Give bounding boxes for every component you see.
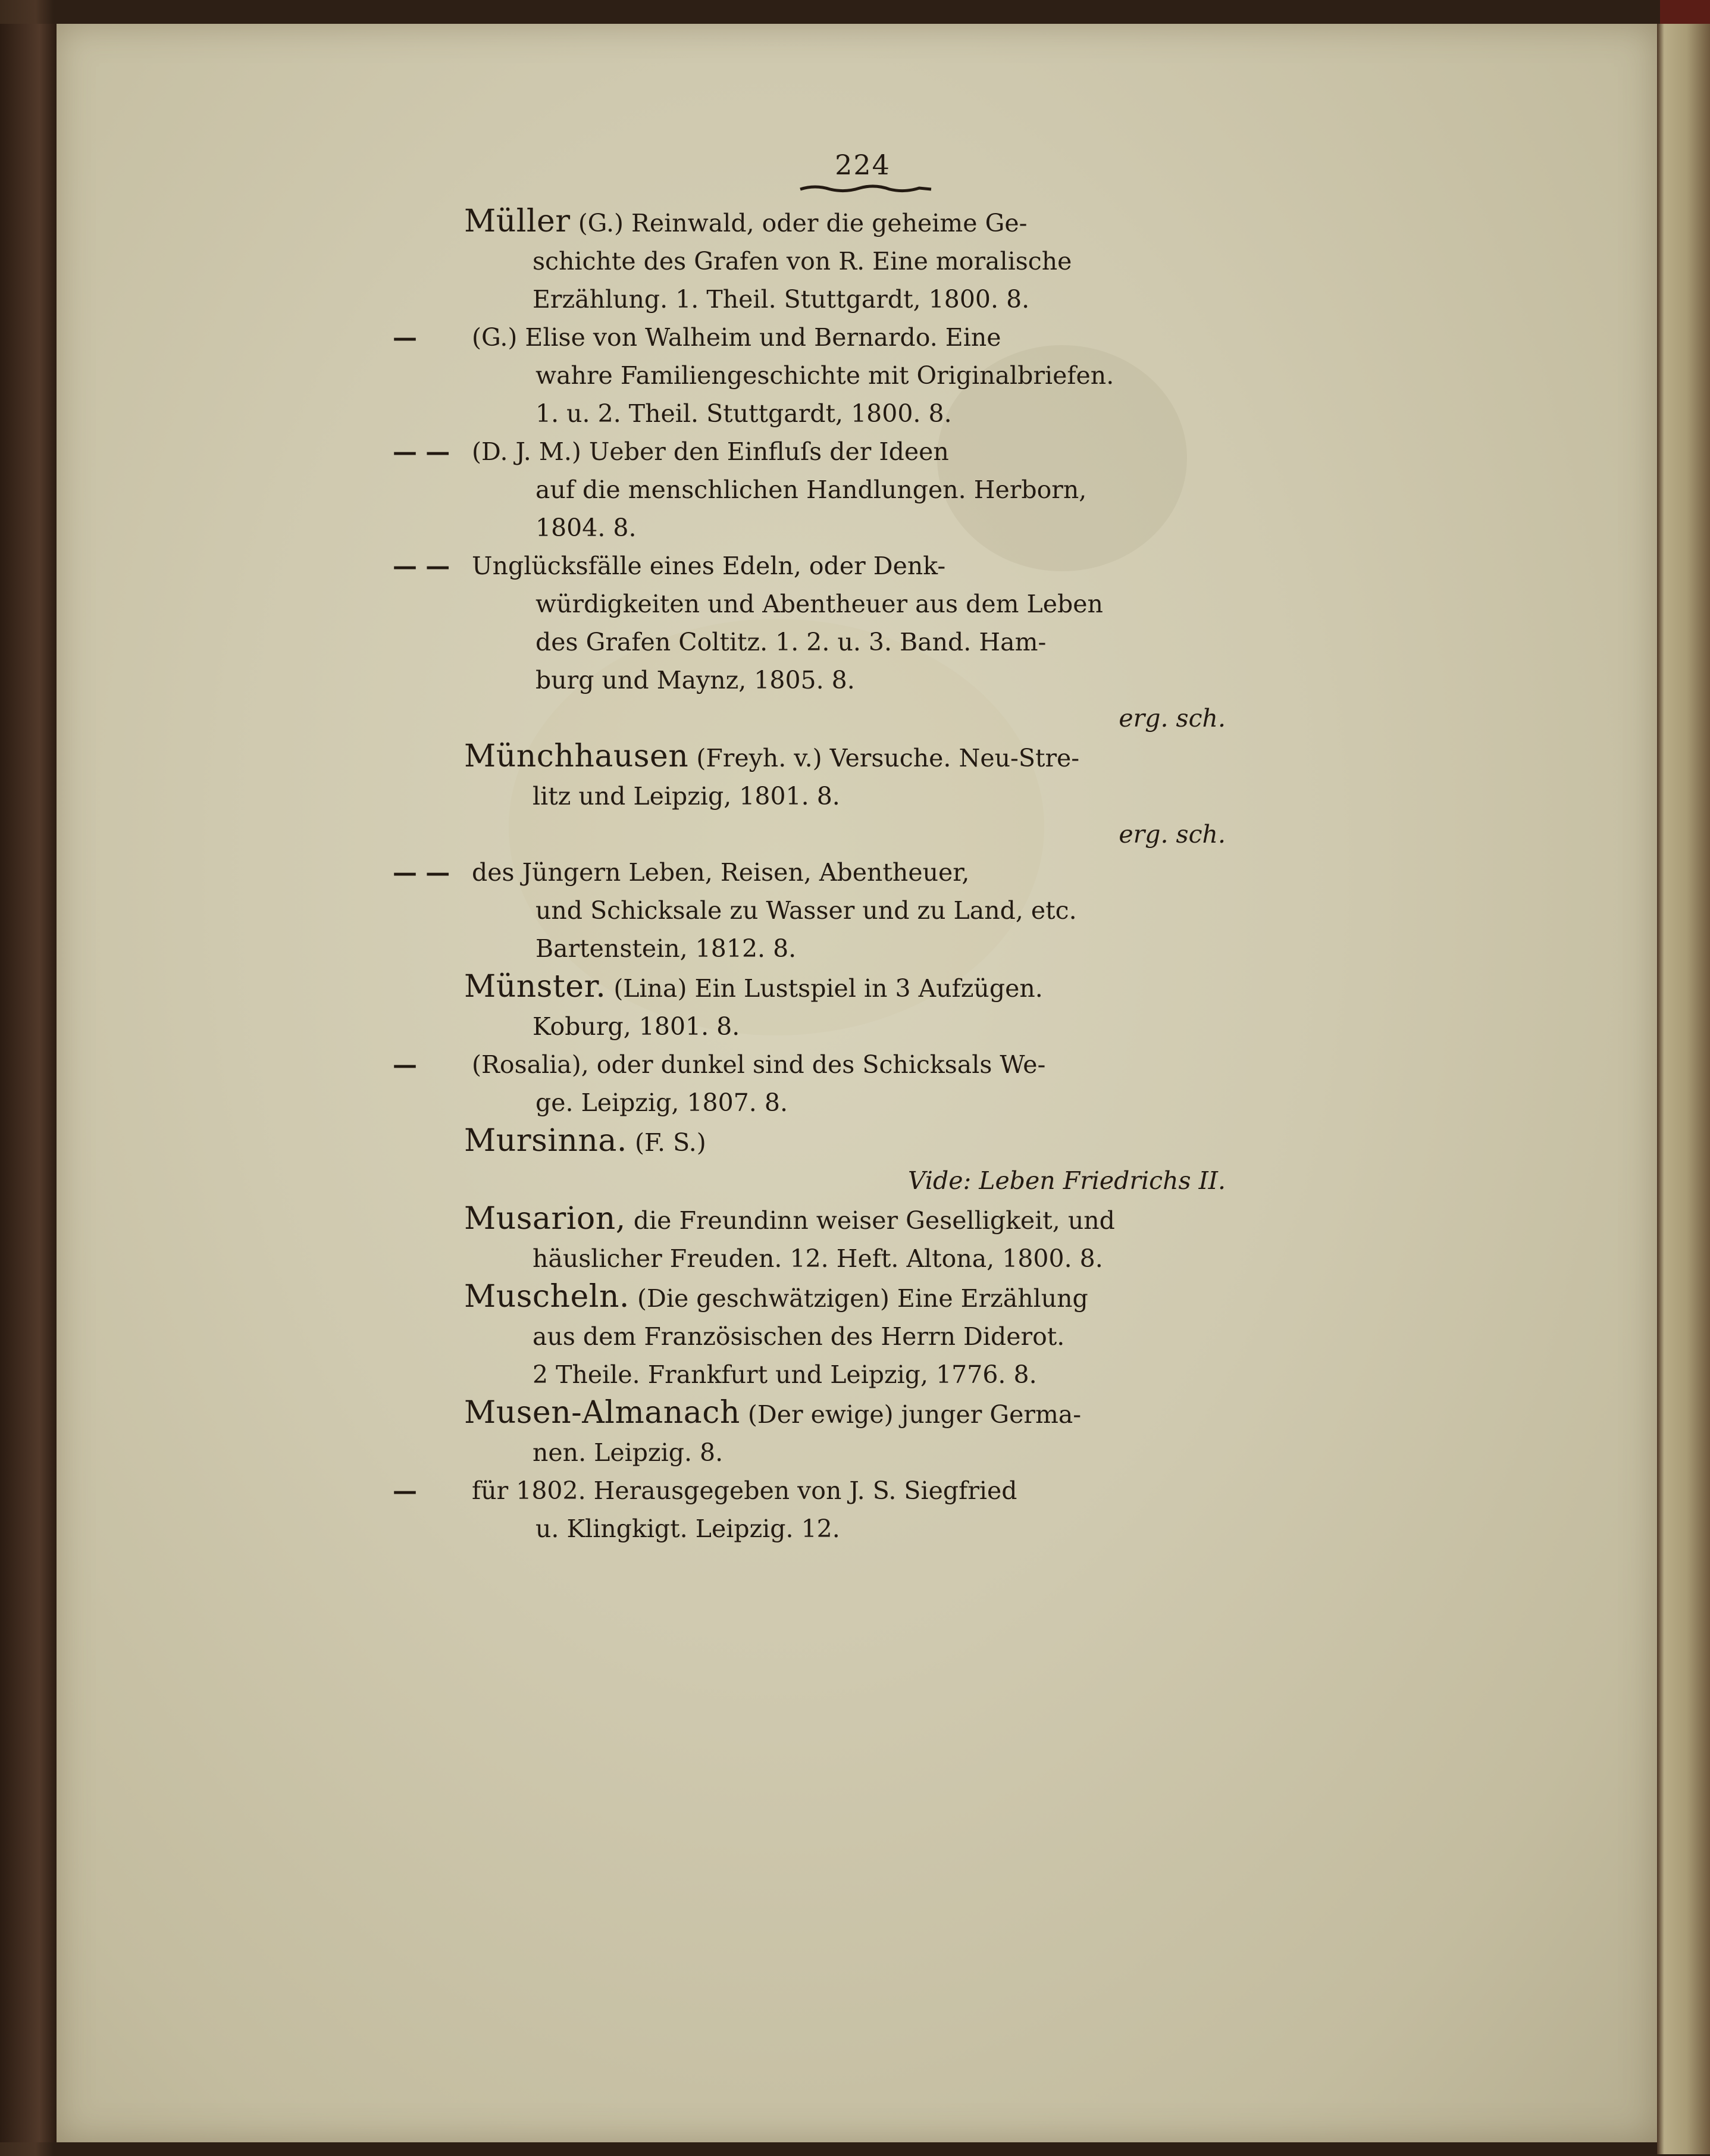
bibliography-entry bbox=[464, 318, 1238, 433]
entry-line: 2 Theile. Frankfurt und Leipzig, 1776. 8. bbox=[533, 1360, 1037, 1389]
entry-heading: Musarion, bbox=[464, 1201, 626, 1237]
entry-line: aus dem Französischen des Herrn Diderot. bbox=[533, 1322, 1065, 1351]
entry-line: (Die geschwätzigen) Eine Erzählung bbox=[637, 1284, 1088, 1313]
entry-line: (F. S.) bbox=[634, 1128, 706, 1157]
bibliography-entry bbox=[464, 737, 1238, 815]
entry-note: erg. sch. bbox=[1119, 820, 1226, 849]
bibliography-entry bbox=[464, 1394, 1238, 1472]
entry-list bbox=[464, 202, 1238, 1548]
entry-line: (Lina) Ein Lustspiel in 3 Aufzügen. bbox=[613, 974, 1043, 1003]
bibliography-entry bbox=[464, 1122, 1238, 1162]
entry-note: Vide: Leben Friedrichs II. bbox=[907, 1166, 1226, 1195]
entry-line: Bartenstein, 1812. 8. bbox=[535, 934, 797, 963]
entry-note: erg. sch. bbox=[1119, 704, 1226, 733]
entry-heading: Muscheln. bbox=[464, 1279, 629, 1315]
entry-line: Erzählung. 1. Theil. Stuttgardt, 1800. 8. bbox=[533, 285, 1030, 314]
entry-line: würdigkeiten und Abentheuer aus dem Leben bbox=[535, 590, 1103, 618]
entry-heading: Münchhausen bbox=[464, 739, 689, 774]
entry-heading: Musen-Almanach bbox=[464, 1395, 740, 1431]
binding-edge bbox=[0, 24, 57, 2142]
entry-line: (Rosalia), oder dunkel sind des Schicksals We- bbox=[472, 1050, 1046, 1079]
bibliography-entry bbox=[464, 1200, 1238, 1278]
bibliography-entry bbox=[464, 1472, 1238, 1548]
entry-line: ge. Leipzig, 1807. 8. bbox=[535, 1088, 788, 1117]
spine-edge bbox=[1660, 0, 1710, 24]
entry-line: (G.) Elise von Walheim und Bernardo. Eine bbox=[472, 323, 1001, 352]
bibliography-entry bbox=[464, 968, 1238, 1046]
entry-line: 1. u. 2. Theil. Stuttgardt, 1800. 8. bbox=[535, 399, 952, 428]
entry-line: (D. J. M.) Ueber den Einfluſs der Ideen bbox=[472, 437, 949, 466]
entry-line: auf die menschlichen Handlungen. Herborn, bbox=[535, 475, 1087, 504]
bibliography-entry bbox=[464, 853, 1238, 968]
entry-line: häuslicher Freuden. 12. Heft. Altona, 1800. 8. bbox=[533, 1244, 1103, 1273]
entry-line: 1804. 8. bbox=[535, 514, 637, 542]
entry-line: des Jüngern Leben, Reisen, Abentheuer, bbox=[472, 858, 970, 887]
entry-line: wahre Familiengeschichte mit Originalbriefen. bbox=[535, 361, 1114, 390]
next-page-edge bbox=[1657, 24, 1710, 2154]
entry-line: die Freundinn weiser Geselligkeit, und bbox=[633, 1206, 1115, 1235]
page-number: 224 bbox=[835, 149, 891, 181]
entry-line: litz und Leipzig, 1801. 8. bbox=[533, 782, 840, 811]
entry-line: u. Klingkigt. Leipzig. 12. bbox=[535, 1514, 840, 1543]
bibliography-entry bbox=[464, 433, 1238, 547]
entry-line: Koburg, 1801. 8. bbox=[533, 1012, 740, 1041]
entry-line: und Schicksale zu Wasser und zu Land, etc. bbox=[535, 896, 1077, 925]
entry-line: (Der ewige) junger Germa- bbox=[747, 1400, 1082, 1429]
entry-line: (G.) Reinwald, oder die geheime Ge- bbox=[578, 209, 1028, 237]
bibliography-entry bbox=[464, 1046, 1238, 1122]
entry-line: burg und Maynz, 1805. 8. bbox=[535, 666, 855, 694]
bibliography-entry bbox=[464, 202, 1238, 318]
bibliography-entry bbox=[464, 1278, 1238, 1394]
entry-line: (Freyh. v.) Versuche. Neu-Stre- bbox=[696, 744, 1080, 772]
page-text bbox=[464, 149, 1238, 1548]
entry-line: für 1802. Herausgegeben von J. S. Siegfried bbox=[472, 1476, 1017, 1505]
entry-line: Unglücksfälle eines Edeln, oder Denk- bbox=[472, 552, 946, 580]
entry-heading: Mursinna. bbox=[464, 1123, 627, 1159]
bibliography-entry bbox=[464, 547, 1238, 699]
entry-heading: Müller bbox=[464, 204, 571, 239]
entry-line: des Grafen Coltitz. 1. 2. u. 3. Band. Ham- bbox=[535, 628, 1047, 656]
entry-line: nen. Leipzig. 8. bbox=[533, 1438, 724, 1467]
entry-heading: Münster. bbox=[464, 969, 606, 1005]
entry-line: schichte des Grafen von R. Eine moralische bbox=[533, 247, 1072, 276]
ornament-rule bbox=[797, 182, 934, 195]
